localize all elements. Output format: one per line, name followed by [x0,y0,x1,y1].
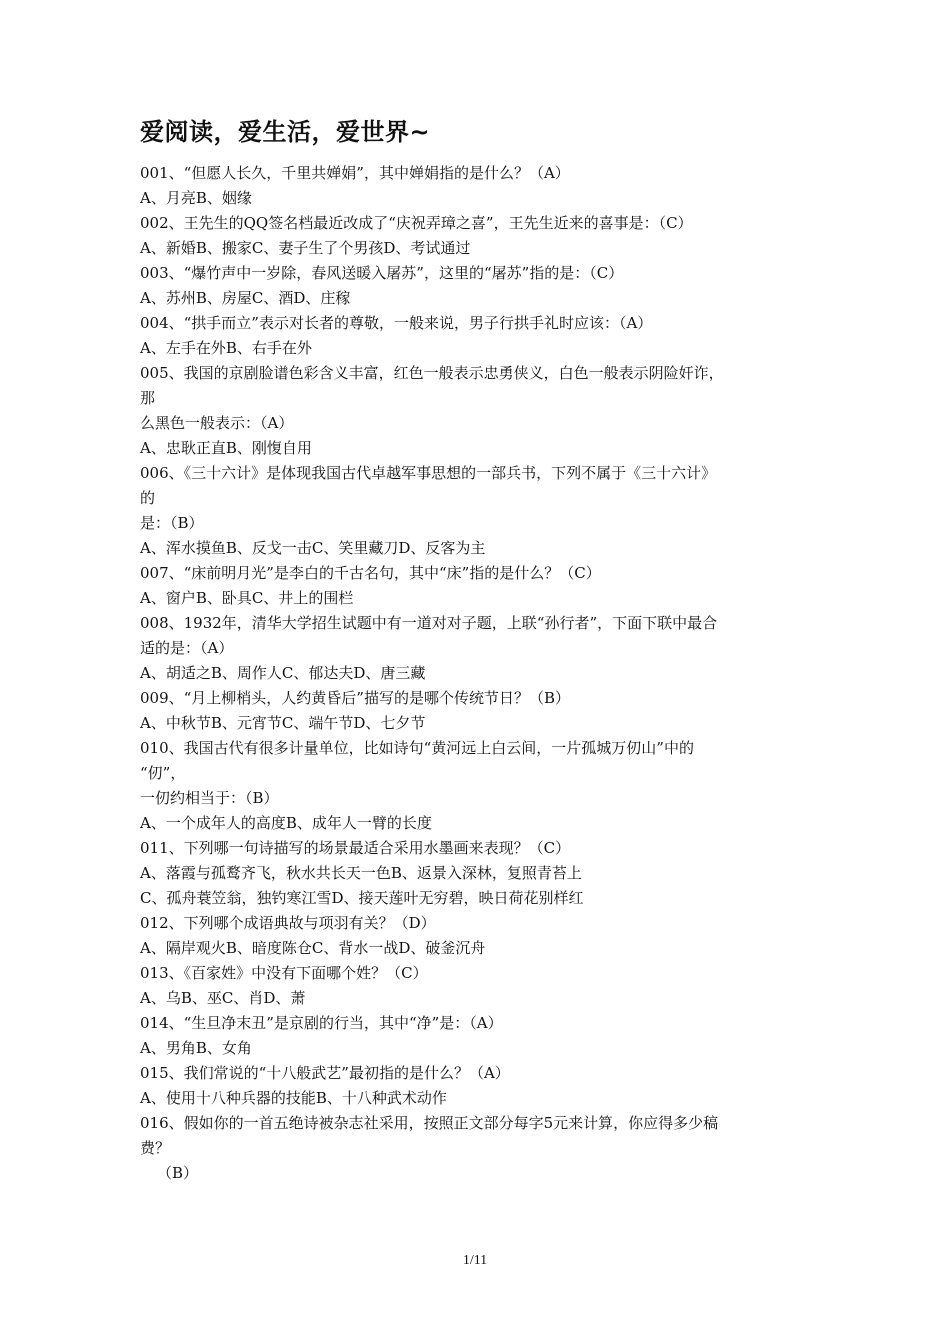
question-line-continued: 么黑色一般表示：（A） [140,414,294,432]
question-line: 013、《百家姓》中没有下面哪个姓？（C） [140,964,428,982]
question-line-continued: 是：（B） [140,514,204,532]
question-line: 002、王先生的QQ签名档最近改成了“庆祝弄璋之喜”，王先生近来的喜事是：（C） [140,214,693,232]
answer-options-line: A、月亮B、姻缘 [140,189,252,207]
answer-options-line: A、新婚B、搬家C、妻子生了个男孩D、考试通过 [140,239,471,257]
quiz-body [140,161,805,1186]
question-line-continued: 一仞约相当于：（B） [140,789,279,807]
answer-options-line: A、胡适之B、周作人C、郁达夫D、唐三藏 [140,664,426,682]
question-line: 011、下列哪一句诗描写的场景最适合采用水墨画来表现？（C） [140,839,571,857]
question-line: 007、“床前明月光”是李白的千古名句，其中“床”指的是什么？（C） [140,564,601,582]
answer-options-line: A、男角B、女角 [140,1039,252,1057]
answer-options-line: C、孤舟蓑笠翁，独钓寒江雪D、接天莲叶无穷碧，映日荷花别样红 [140,889,584,907]
question-line: 012、下列哪个成语典故与项羽有关？（D） [140,914,436,932]
answer-options-line: A、隔岸观火B、暗度陈仓C、背水一战D、破釜沉舟 [140,939,486,957]
answer-options-line: A、乌B、巫C、肖D、萧 [140,989,306,1007]
question-line: 016、假如你的一首五绝诗被杂志社采用，按照正文部分每字5元来计算，你应得多少稿 [140,1114,719,1132]
question-line-continued: 费？ [140,1139,171,1157]
question-line: 005、我国的京剧脸谱色彩含义丰富，红色一般表示忠勇侠义，白色一般表示阴险奸诈， [140,364,724,382]
question-line: 003、“爆竹声中一岁除，春风送暖入屠苏”，这里的“屠苏”指的是：（C） [140,264,624,282]
question-line-continued: “仞”， [140,764,186,782]
answer-key: （B） [157,1164,199,1182]
answer-options-line: A、一个成年人的高度B、成年人一臂的长度 [140,814,432,832]
page-title: 爱阅读，爱生活，爱世界~ [140,118,431,146]
question-line-continued: 的 [140,489,156,507]
question-line: 006、《三十六计》是体现我国古代卓越军事思想的一部兵书，下列不属于《三十六计》 [140,464,717,482]
question-line-continued: 那 [140,389,156,407]
question-line: 009、“月上柳梢头，人约黄昏后”描写的是哪个传统节日？（B） [140,689,570,707]
page-number: 1/11 [462,1253,488,1268]
answer-options-line: A、浑水摸鱼B、反戈一击C、笑里藏刀D、反客为主 [140,539,486,557]
question-line: 004、“拱手而立”表示对长者的尊敬，一般来说，男子行拱手礼时应该：（A） [140,314,653,332]
answer-options-line: A、落霞与孤鹜齐飞，秋水共长天一色B、返景入深林，复照青苔上 [140,864,582,882]
question-line: 014、“生旦净末丑”是京剧的行当，其中“净”是：（A） [140,1014,503,1032]
question-line-continued: 适的是：（A） [140,639,234,657]
question-line: 001、“但愿人长久，千里共婵娟”，其中婵娟指的是什么？（A） [140,164,570,182]
answer-options-line: A、使用十八种兵器的技能B、十八种武术动作 [140,1089,447,1107]
question-line: 015、我们常说的“十八般武艺”最初指的是什么？（A） [140,1064,510,1082]
answer-options-line: A、苏州B、房屋C、酒D、庄稼 [140,289,351,307]
question-line: 010、我国古代有很多计量单位，比如诗句“黄河远上白云间，一片孤城万仞山”中的 [140,739,694,757]
answer-options-line: A、忠耿正直B、刚愎自用 [140,439,312,457]
answer-options-line: A、中秋节B、元宵节C、端午节D、七夕节 [140,714,426,732]
question-line: 008、1932年，清华大学招生试题中有一道对对子题，上联“孙行者”，下面下联中最合 [140,614,718,632]
answer-options-line: A、左手在外B、右手在外 [140,339,312,357]
answer-options-line: A、窗户B、卧具C、井上的围栏 [140,589,354,607]
